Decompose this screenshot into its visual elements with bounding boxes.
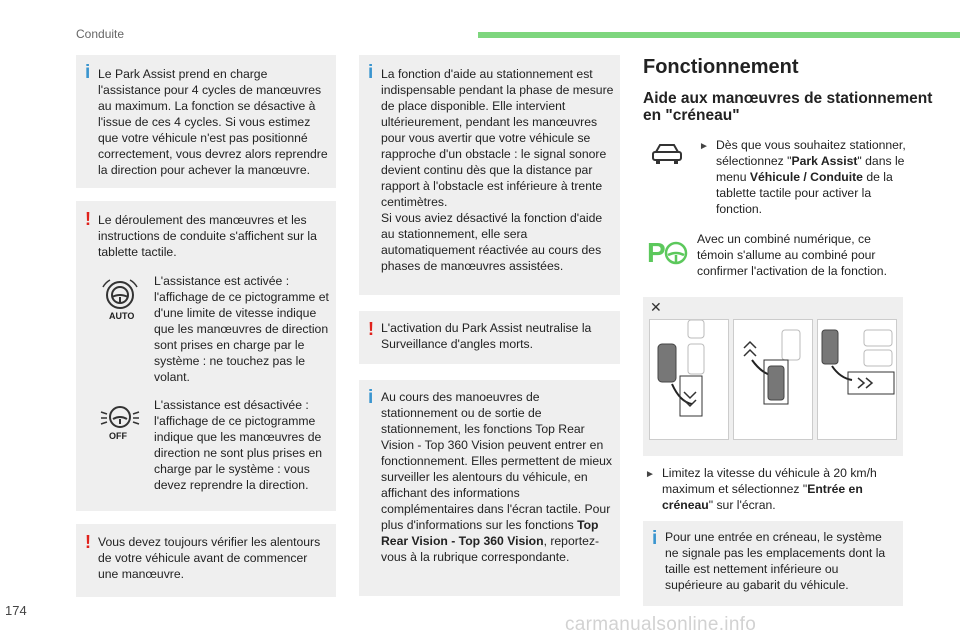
- info-note-top-vision: [359, 380, 620, 596]
- info-icon: i: [368, 387, 374, 408]
- section-title: Fonctionnement: [643, 56, 799, 78]
- note-text: Le déroulement des manœuvres et les instructions de conduite s'affichent sur la tablette tactile.: [98, 213, 317, 259]
- car-sensor-icon: [650, 140, 684, 166]
- diagram-panel-1: [649, 319, 729, 440]
- step-select-park-assist: Dès que vous souhaitez stationner, sélectionnez "Park Assist" dans le menu Véhicule / Conduite de la tablette tactile pour activer la fonction.: [716, 138, 906, 216]
- info-note-space-size: [643, 521, 903, 606]
- info-note-cycles: [76, 55, 336, 188]
- close-icon: ✕: [650, 299, 662, 315]
- page-number: 174: [5, 603, 27, 618]
- warning-note-surroundings: [76, 524, 336, 597]
- watermark: carmanualsonline.info: [565, 614, 757, 635]
- header-accent-bar: [478, 32, 960, 38]
- step-bullet-1: ►: [699, 141, 709, 152]
- warning-note-blind-spot: [359, 311, 620, 364]
- section-label: Conduite: [76, 27, 125, 41]
- auto-description: L'assistance est activée : l'affichage de ce pictogramme et d'une limite de vitesse indique que les manœuvres de direction sont prises en charge par le système : ne touchez pas le volant.: [154, 274, 329, 384]
- steering-off-icon: [98, 397, 144, 445]
- off-description: L'assistance est désactivée : l'affichage de ce pictogramme indique que les manœuvres de direction ne sont plus prises en charge par le système : vous devez reprendre la direction.: [154, 398, 323, 492]
- auto-label: AUTO: [109, 311, 135, 321]
- warning-icon: !: [85, 532, 91, 552]
- info-icon: i: [368, 62, 374, 83]
- step-limit-speed: Limitez la vitesse du véhicule à 20 km/h maximum et sélectionnez "Entrée en créneau" sur l'écran.: [662, 466, 877, 512]
- step-indicator-info: Avec un combiné numérique, ce témoin s'allume au combiné pour confirmer l'activation de la fonction.: [697, 232, 887, 278]
- note-text: L'activation du Park Assist neutralise la Surveillance d'angles morts.: [381, 321, 592, 351]
- note-text: La fonction d'aide au stationnement est indispensable pendant la phase de mesure de place disponible. Elle intervient ultérieurement, pendant les manœuvres pour vous avertir que votre véhicule se rapproche d'un obstacle : le signal sonore devient continu dès que la distance par rapport à l'obstacle est inférieure à trente centimètres.: [381, 67, 614, 209]
- warning-icon: !: [368, 319, 374, 339]
- note-text-2: Si vous aviez désactivé la fonction d'aide au stationnement, elle sera automatiquement réactivée au cours des phases de manœuvres assistées.: [381, 211, 603, 273]
- park-assist-indicator-icon: [645, 236, 689, 268]
- info-note-parking-aid: [359, 55, 620, 295]
- note-text: Le Park Assist prend en charge l'assistance pour 4 cycles de manœuvres au maximum. La fonction se désactive à l'issue de ces 4 cycles. Si vous estimez que votre véhicule n'est pas positionné correctement, vous devrez alors reprendre la direction pour achever la manœuvre.: [98, 67, 328, 177]
- info-icon: i: [652, 528, 658, 549]
- subsection-title: Aide aux manœuvres de stationnement en "créneau": [643, 90, 933, 124]
- svg-text:P: P: [647, 237, 666, 268]
- info-icon: i: [85, 62, 91, 83]
- note-text: Au cours des manoeuvres de stationnement ou de sortie de stationnement, les fonctions Top Rear Vision - Top 360 Vision peuvent entrer en fonctionnement. Elles permettent de mieux surveiller les alentours du véhicule, en affichant des informations complémentaires dans l'écran tactile. Pour plus d'informations sur les fonctions Top Rear Vision - Top 360 Vision, reportez-vous à la rubrique correspondante.: [381, 390, 613, 564]
- top-vision-bold: Top Rear Vision - Top 360 Vision: [381, 518, 599, 548]
- diagram-panel-3: [817, 319, 897, 440]
- step-bullet-3: ►: [645, 469, 655, 480]
- note-text: Pour une entrée en créneau, le système ne signale pas les emplacements dont la taille est nettement inférieure ou supérieure au gabarit du véhicule.: [665, 530, 886, 592]
- diagram-panel-2: [733, 319, 813, 440]
- parallel-parking-diagram: [643, 297, 903, 456]
- note-text: Vous devez toujours vérifier les alentours de votre véhicule avant de commencer une manœuvre.: [98, 535, 321, 581]
- warning-icon: !: [85, 209, 91, 229]
- off-label: OFF: [109, 431, 127, 441]
- warning-note-display: [76, 201, 336, 511]
- steering-auto-icon: [98, 275, 144, 323]
